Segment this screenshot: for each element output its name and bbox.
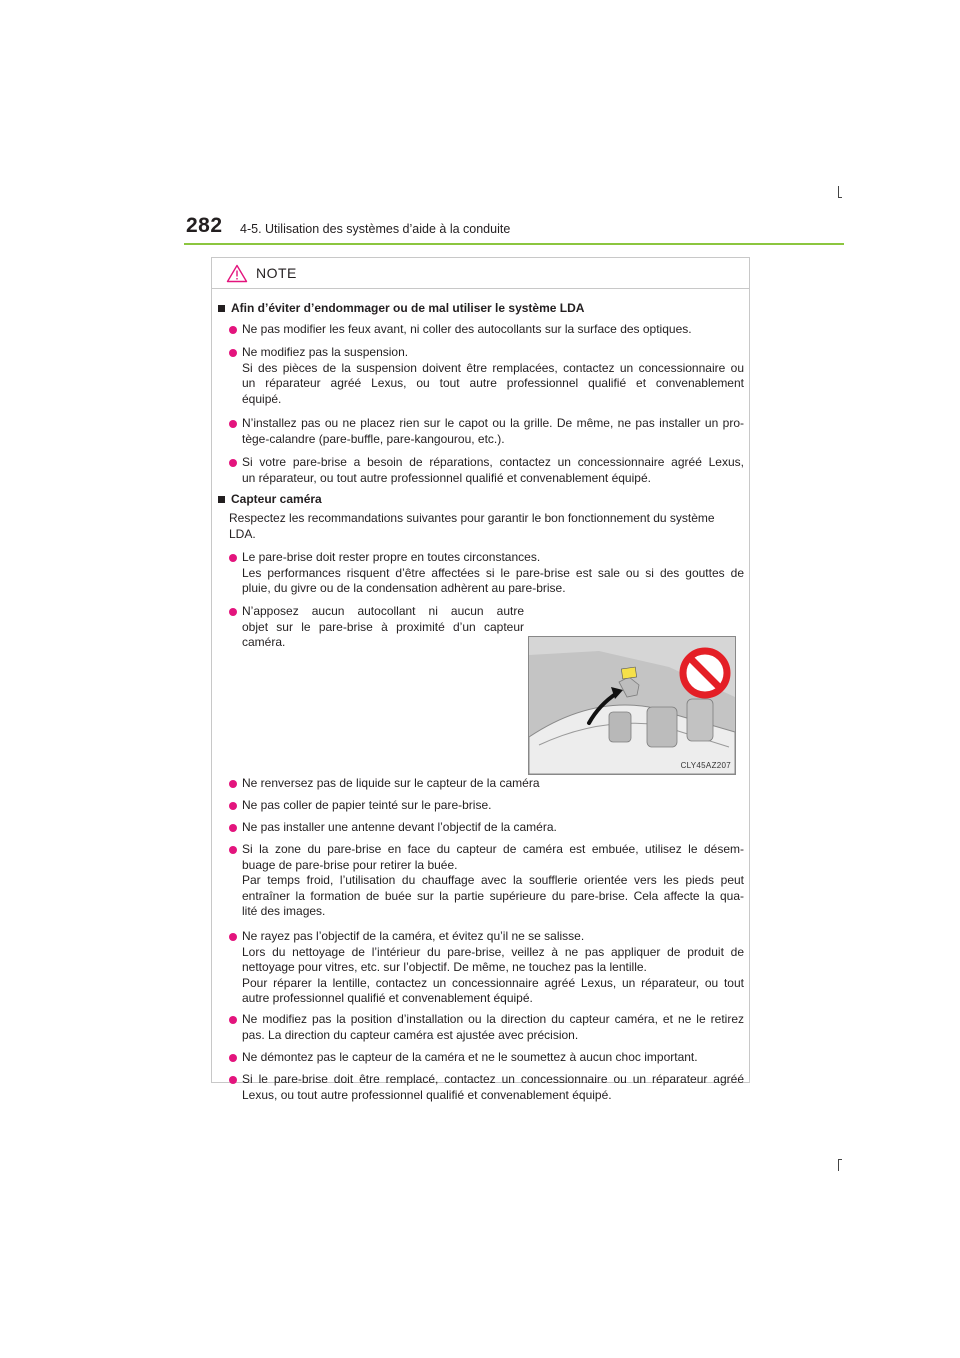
bullet-dot-icon — [229, 933, 237, 941]
list-item — [229, 1012, 744, 1043]
list-item — [229, 322, 744, 338]
bullet-dot-icon — [229, 1076, 237, 1084]
list-item — [229, 455, 744, 486]
bullet-line: Ne modifiez pas la suspension. — [242, 345, 409, 359]
crop-mark-top — [838, 186, 839, 198]
bullet-line: N’installez pas ou ne placez rien sur le capot ou la grille. De même, ne pas installer un pro- — [242, 416, 744, 430]
bullet-line: un réparateur agréé Lexus, ou tout autre professionnel qualifié et convenablement — [242, 376, 744, 390]
bullet-line: Si la zone du pare-brise en face du capteur de caméra est embuée, utilisez le désem- — [242, 842, 744, 856]
bullet-line: N’apposez aucun autocollant ni aucun autre — [242, 604, 524, 618]
bullet-dot-icon — [229, 802, 237, 810]
bullet-line: Ne renversez pas de liquide sur le capteur de la caméra — [242, 776, 540, 790]
list-item — [229, 842, 744, 920]
bullet-line: équipé. — [242, 391, 282, 406]
bullet-line: un réparateur, ou tout autre professionnel qualifié et convenablement équipé. — [242, 470, 651, 485]
bullet-line: Lors du nettoyage de l’intérieur du pare-brise, veillez à ne pas appliquer de produit de — [242, 944, 744, 959]
list-item — [229, 1050, 744, 1066]
section-heading-text: Afin d’éviter d’endommager ou de mal utiliser le système LDA — [231, 301, 585, 315]
bullet-dot-icon — [229, 326, 237, 334]
list-item — [229, 550, 744, 597]
bullet-line: Pour réparer la lentille, contactez un concessionnaire agréé Lexus, un réparateur, ou tout — [242, 975, 744, 990]
intro-line: Respectez les recommandations suivantes pour garantir le bon fonctionnement du système — [229, 511, 715, 525]
bullet-dot-icon — [229, 349, 237, 357]
section-heading-camera — [218, 492, 322, 508]
crop-mark-bottom — [838, 1159, 839, 1171]
bullet-line: Si le pare-brise doit être remplacé, contactez un concessionnaire ou un réparateur agréé — [242, 1072, 744, 1086]
note-body — [212, 289, 749, 1102]
bullet-line: objet sur le pare-brise à proximité d’un capteur — [242, 619, 524, 634]
bullet-line: Par temps froid, l’utilisation du chauffage avec la soufflerie orientée vers les pieds peut — [242, 873, 744, 887]
list-item — [229, 345, 744, 407]
section-heading-lda — [218, 301, 584, 317]
bullet-dot-icon — [229, 1016, 237, 1024]
bullet-line: pas. La direction du capteur caméra est ajustée avec précision. — [242, 1027, 579, 1042]
bullet-line: Ne rayez pas l’objectif de la caméra, et évitez qu’il ne se salisse. — [242, 929, 585, 943]
bullet-dot-icon — [229, 824, 237, 832]
bullet-line: Ne pas coller de papier teinté sur le pare-brise. — [242, 798, 492, 812]
bullet-line: Le pare-brise doit rester propre en toutes circonstances. — [242, 550, 541, 564]
square-bullet-icon — [218, 496, 225, 503]
bullet-line: nettoyage pour vitres, etc. sur l’objectif. De même, ne touchez pas la lentille. — [242, 960, 647, 974]
bullet-dot-icon — [229, 780, 237, 788]
list-item — [229, 929, 744, 1007]
page-number: 282 — [186, 214, 223, 237]
bullet-dot-icon — [229, 554, 237, 562]
bullet-line: Les performances risquent d’être affectées si le pare-brise est sale ou si des gouttes de — [242, 565, 744, 580]
list-item — [229, 604, 524, 651]
bullet-line: entraîner la formation de buée sur la partie supérieure du pare-brise. Cela affecte la qua- — [242, 888, 744, 903]
bullet-line: lité des images. — [242, 904, 326, 918]
list-item — [229, 416, 744, 447]
note-header — [212, 258, 749, 289]
bullet-dot-icon — [229, 1054, 237, 1062]
section-heading-text: Capteur caméra — [231, 492, 322, 506]
list-item — [229, 776, 744, 792]
list-item — [229, 798, 744, 814]
bullet-dot-icon — [229, 846, 237, 854]
windshield-camera-illustration — [528, 636, 736, 775]
bullet-line: autre professionnel qualifié et convenablement équipé. — [242, 991, 533, 1005]
square-bullet-icon — [218, 305, 225, 312]
section-intro — [229, 511, 744, 542]
section-title: 4-5. Utilisation des systèmes d’aide à la conduite — [240, 222, 511, 236]
bullet-line: Lexus, ou tout autre professionnel qualifié et convenablement équipé. — [242, 1087, 612, 1102]
car-interior-illustration — [529, 637, 735, 774]
bullet-line: caméra. — [242, 635, 286, 649]
warning-triangle-icon — [226, 264, 248, 283]
bullet-dot-icon — [229, 420, 237, 428]
bullet-line: Si votre pare-brise a besoin de réparations, contactez un concessionnaire agréé Lexus, — [242, 455, 744, 469]
figure-label: CLY45AZ207 — [680, 760, 731, 770]
note-box — [211, 257, 750, 1102]
bullet-line: Ne démontez pas le capteur de la caméra et ne le soumettez à aucun choc important. — [242, 1050, 698, 1064]
list-item — [229, 1072, 744, 1103]
list-item — [229, 820, 744, 836]
bullet-line: Ne modifiez pas la position d’installation ou la direction du capteur caméra, et ne le retirez — [242, 1012, 744, 1026]
bullet-line: pluie, du givre ou de la condensation adhèrent au pare-brise. — [242, 581, 566, 595]
bullet-line: Si des pièces de la suspension doivent être remplacées, contactez un concessionnaire ou — [242, 360, 744, 375]
bullet-dot-icon — [229, 608, 237, 616]
note-title: NOTE — [256, 265, 297, 281]
bullet-dot-icon — [229, 459, 237, 467]
intro-line: LDA. — [229, 526, 256, 541]
bullet-line: tège-calandre (pare-buffle, pare-kangourou, etc.). — [242, 431, 505, 446]
bullet-line: Ne pas modifier les feux avant, ni coller des autocollants sur la surface des optiques. — [242, 322, 692, 336]
bullet-line: Ne pas installer une antenne devant l’objectif de la caméra. — [242, 820, 557, 834]
header-rule — [184, 243, 844, 245]
bullet-line: buage de pare-brise pour retirer la buée. — [242, 857, 458, 872]
